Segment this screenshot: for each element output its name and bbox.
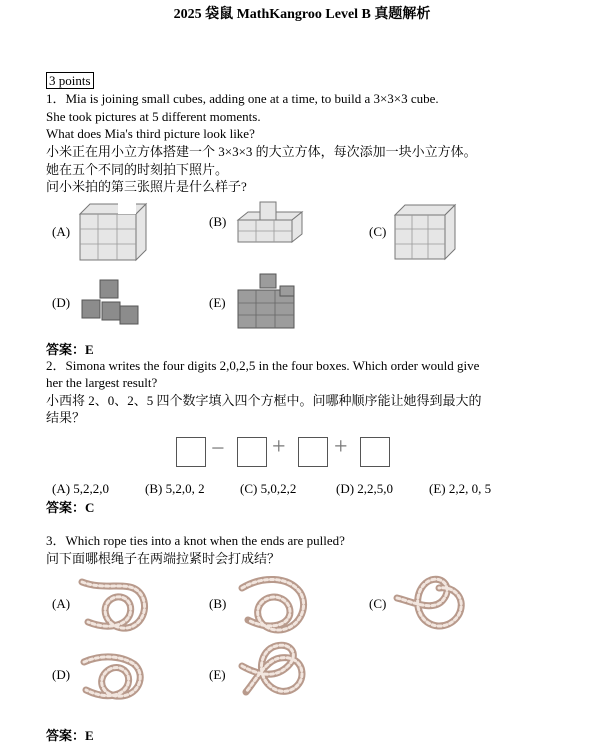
rope-figure-d: [78, 640, 152, 704]
digit-box-3: [298, 437, 328, 467]
digit-box-2: [237, 437, 267, 467]
rope-figure-b: [236, 572, 310, 636]
q1-line-1: 1．Mia is joining small cubes, adding one at a time, to build a 3×3×3 cube.: [46, 91, 439, 106]
cube-figure-a: [78, 200, 148, 262]
q2-option-a: (A) 5,2,2,0: [52, 481, 110, 496]
q2-line-1: 2．Simona writes the four digits 2,0,2,5 in the four boxes. Which order would give: [46, 358, 480, 373]
cube-figure-d: [80, 276, 140, 328]
rope-figure-a: [78, 572, 152, 636]
q3-line-1: 3．Which rope ties into a knot when the ends are pulled?: [46, 533, 345, 548]
q1-option-b-label: (B): [209, 214, 227, 229]
q3-option-b-label: (B): [209, 596, 227, 611]
q1-answer: 答案：E: [46, 342, 94, 357]
q2-line-4: 结果？: [46, 410, 86, 425]
q3-option-c-label: (C): [369, 596, 387, 611]
q3-option-d-label: (D): [52, 667, 71, 682]
points-badge: 3 points: [46, 72, 94, 89]
q3-option-a-label: (A): [52, 596, 71, 611]
digit-box-1: [176, 437, 206, 467]
cube-figure-c: [393, 203, 457, 261]
digit-box-4: [360, 437, 390, 467]
q1-option-c-label: (C): [369, 224, 387, 239]
cube-figure-b: [236, 200, 304, 244]
rope-figure-c: [393, 572, 467, 636]
q3-line-2: 问下面哪根绳子在两端拉紧时会打成结？: [46, 551, 281, 566]
q1-line-5: 她在五个不同的时刻拍下照片。: [46, 162, 229, 177]
rope-figure-e: [236, 640, 310, 704]
q2-answer: 答案：C: [46, 500, 95, 515]
operator-minus: −: [211, 436, 225, 462]
q2-option-c: (C) 5,0,2,2: [240, 481, 297, 496]
cube-figure-e: [236, 270, 302, 332]
q1-line-4: 小米正在用小立方体搭建一个 3×3×3 的大立方体，每次添加一块小立方体。: [46, 144, 477, 159]
q1-line-6: 问小米拍的第三张照片是什么样子?: [46, 179, 247, 194]
operator-plus-2: +: [334, 434, 348, 460]
q1-option-d-label: (D): [52, 295, 71, 310]
q3-option-e-label: (E): [209, 667, 226, 682]
q1-line-2: She took pictures at 5 different moments.: [46, 109, 261, 124]
q1-option-e-label: (E): [209, 295, 226, 310]
q2-option-e: (E) 2,2, 0, 5: [429, 481, 492, 496]
q2-option-b: (B) 5,2,0, 2: [145, 481, 205, 496]
q3-answer: 答案：E: [46, 728, 94, 743]
page-title: 2025 袋鼠 MathKangroo Level B 真题解析: [173, 7, 431, 22]
operator-plus-1: +: [272, 434, 286, 460]
q2-option-d: (D) 2,2,5,0: [336, 481, 394, 496]
q1-option-a-label: (A): [52, 224, 71, 239]
q1-line-3: What does Mia's third picture look like?: [46, 126, 255, 141]
q2-line-3: 小西将 2、0、2、5 四个数字填入四个方框中。问哪种顺序能让她得到最大的: [46, 393, 482, 408]
q2-line-2: her the largest result?: [46, 375, 158, 390]
